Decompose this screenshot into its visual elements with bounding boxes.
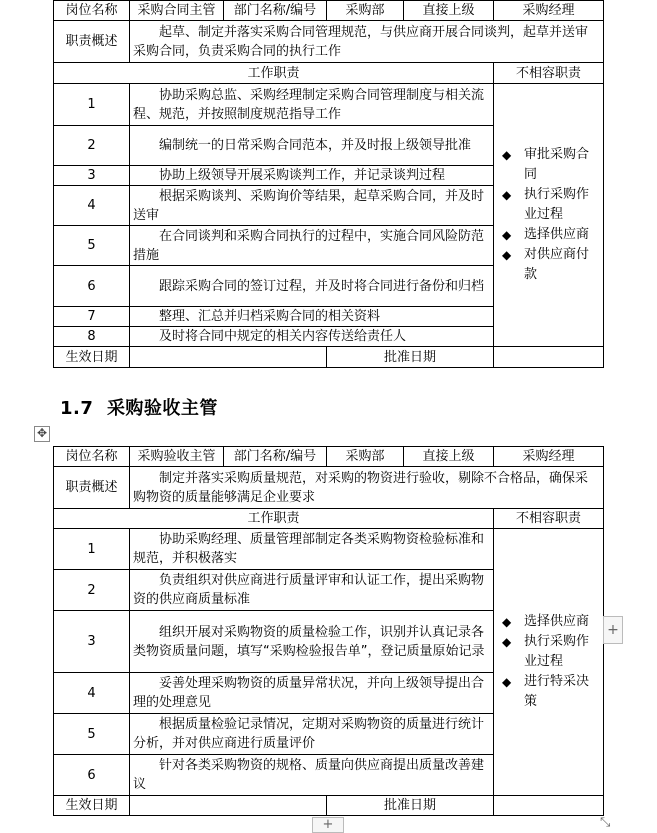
duty-number: 2 [54, 126, 130, 166]
diamond-bullet-icon: ◆ [502, 188, 512, 202]
duty-text: 编制统一的日常采购合同范本，并及时报上级领导批准 [130, 126, 494, 166]
position-value: 采购合同主管 [130, 1, 224, 21]
duty-text: 妥善处理采购物资的质量异常状况，并向上级领导提出合理的处理意见 [130, 673, 494, 714]
duty-text: 协助采购总监、采购经理制定采购合同管理制度与相关流程、规范，并按照制度规范指导工作 [130, 84, 494, 126]
duty-number: 5 [54, 714, 130, 755]
duty-text: 根据采购谈判、采购询价等结果，起草采购合同，并及时送审 [130, 186, 494, 226]
duty-text: 负责组织对供应商进行质量评审和认证工作，提出采购物资的供应商质量标准 [130, 570, 494, 611]
diamond-bullet-icon: ◆ [502, 675, 512, 689]
approval-date-value [494, 796, 604, 816]
duty-number: 4 [54, 673, 130, 714]
summary-label: 职责概述 [54, 467, 130, 509]
duties-header: 工作职责 [54, 509, 494, 529]
position-label: 岗位名称 [54, 447, 130, 467]
diamond-bullet-icon: ◆ [502, 248, 512, 262]
effective-date-label: 生效日期 [54, 347, 130, 368]
incompatible-list [502, 145, 600, 285]
approval-date-value [494, 347, 604, 368]
duty-number: 6 [54, 755, 130, 796]
superior-value: 采购经理 [494, 1, 604, 21]
plus-icon: + [607, 622, 619, 638]
move-handle-icon[interactable]: ✥ [34, 426, 50, 442]
duty-text: 协助采购经理、质量管理部制定各类采购物资检验标准和规范，并积极落实 [130, 529, 494, 570]
incompatible-list [502, 612, 600, 712]
approval-date-label: 批准日期 [327, 347, 494, 368]
duty-number: 8 [54, 327, 130, 347]
duty-number: 5 [54, 226, 130, 266]
duties-header: 工作职责 [54, 63, 494, 84]
department-label: 部门名称/编号 [224, 447, 327, 467]
summary-text: 起草、制定并落实采购合同管理规范，与供应商开展合同谈判，起草并送审采购合同，负责采购合同的执行工作 [130, 21, 604, 63]
diamond-bullet-icon: ◆ [502, 615, 512, 629]
section-heading [60, 394, 218, 420]
department-label: 部门名称/编号 [224, 1, 327, 21]
duty-text: 整理、汇总并归档采购合同的相关资料 [130, 307, 494, 327]
duty-number: 3 [54, 166, 130, 186]
resize-icon[interactable]: ⤡ [600, 815, 611, 830]
incompatible-list-cell [494, 529, 604, 796]
incompatible-list-cell [494, 84, 604, 347]
duty-text: 及时将合同中规定的相关内容传送给责任人 [130, 327, 494, 347]
superior-value: 采购经理 [494, 447, 604, 467]
incompatible-item: ◆ 对供应商付款 [502, 247, 590, 282]
diamond-bullet-icon: ◆ [502, 635, 512, 649]
duty-text: 在合同谈判和采购合同执行的过程中，实施合同风险防范措施 [130, 226, 494, 266]
duty-text: 跟踪采购合同的签订过程，并及时将合同进行备份和归档 [130, 266, 494, 307]
duty-text: 组织开展对采购物资的质量检验工作，识别并认真记录各类物资质量问题，填写“采购检验报告单”，登记质量原始记录 [130, 611, 494, 673]
diamond-bullet-icon: ◆ [502, 148, 512, 162]
department-value: 采购部 [327, 447, 404, 467]
duty-number: 1 [54, 84, 130, 126]
job-table-purchase-contract [53, 0, 604, 368]
diamond-bullet-icon: ◆ [502, 228, 512, 242]
superior-label: 直接上级 [404, 1, 494, 21]
incompatible-item: ◆ 选择供应商 [502, 225, 600, 245]
department-value: 采购部 [327, 1, 404, 21]
incompatible-header: 不相容职责 [494, 63, 604, 84]
incompatible-item: ◆ 进行特采决策 [502, 674, 590, 709]
duty-number: 1 [54, 529, 130, 570]
section-number: 1.7 [60, 398, 94, 419]
duty-text: 根据质量检验记录情况，定期对采购物资的质量进行统计分析，并对供应商进行质量评价 [130, 714, 494, 755]
incompatible-item: ◆ 审批采购合同 [502, 147, 590, 182]
effective-date-value [130, 347, 327, 368]
duty-number: 6 [54, 266, 130, 307]
section-title: 采购验收主管 [106, 398, 218, 419]
position-label: 岗位名称 [54, 1, 130, 21]
superior-label: 直接上级 [404, 447, 494, 467]
incompatible-item: ◆ 执行采购作业过程 [502, 187, 590, 222]
effective-date-label: 生效日期 [54, 796, 130, 816]
position-value: 采购验收主管 [130, 447, 224, 467]
duty-text: 协助上级领导开展采购谈判工作，并记录谈判过程 [130, 166, 494, 186]
incompatible-item: ◆ 执行采购作业过程 [502, 634, 590, 669]
plus-icon: + [322, 817, 334, 832]
incompatible-item: ◆ 选择供应商 [502, 612, 600, 632]
duty-number: 7 [54, 307, 130, 327]
incompatible-header: 不相容职责 [494, 509, 604, 529]
summary-label: 职责概述 [54, 21, 130, 63]
effective-date-value [130, 796, 327, 816]
duty-number: 3 [54, 611, 130, 673]
duty-text: 针对各类采购物资的规格、质量向供应商提出质量改善建议 [130, 755, 494, 796]
duty-number: 2 [54, 570, 130, 611]
job-table-purchase-inspection [53, 446, 604, 816]
duty-number: 4 [54, 186, 130, 226]
add-column-button[interactable] [603, 616, 623, 644]
summary-text: 制定并落实采购质量规范，对采购的物资进行验收，剔除不合格品，确保采购物资的质量能够满足企业要求 [130, 467, 604, 509]
approval-date-label: 批准日期 [327, 796, 494, 816]
